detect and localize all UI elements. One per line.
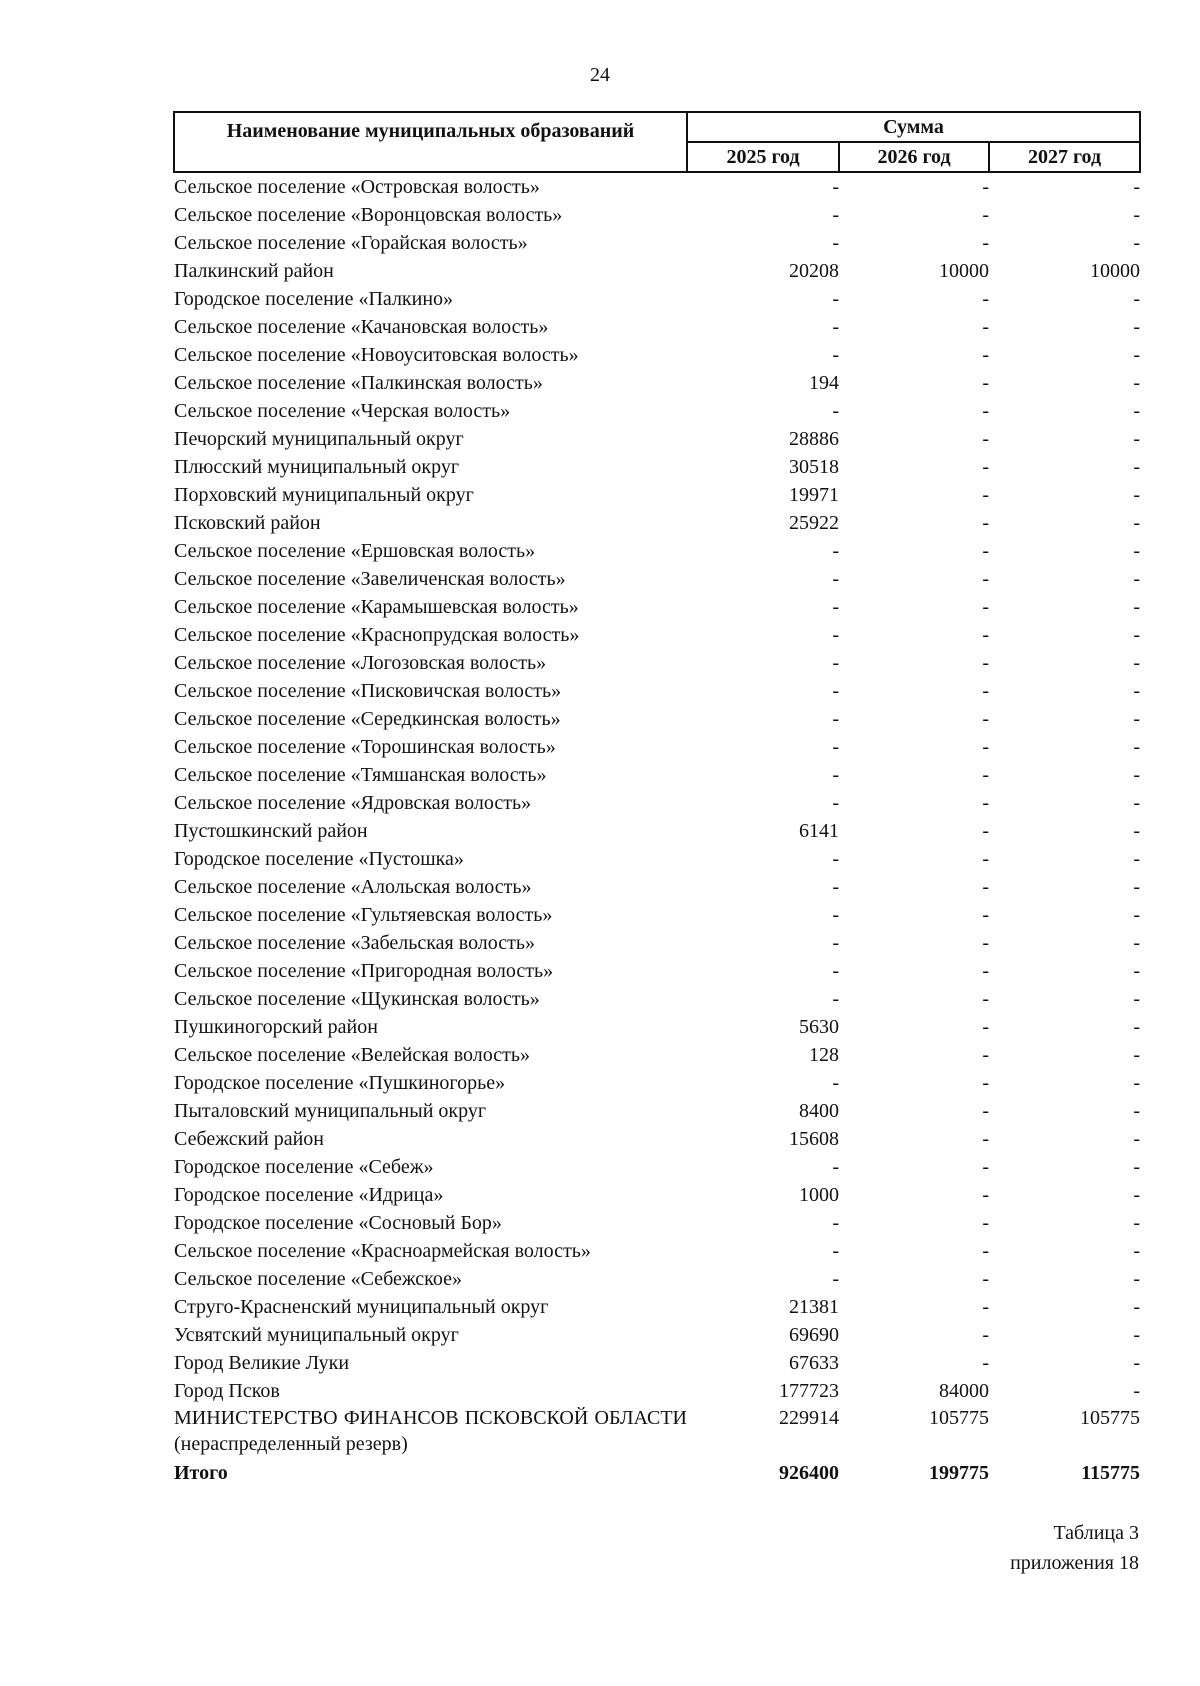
page-number: 24 [590, 64, 610, 86]
amount-2027: - [1133, 204, 1141, 226]
amount-2027: - [1133, 1016, 1141, 1038]
note-appendix: приложения 18 [1010, 1552, 1139, 1574]
municipality-name: Сельское поселение «Воронцовская волость» [174, 204, 563, 226]
amount-2027: - [1133, 288, 1141, 310]
amount-2025: - [832, 708, 839, 730]
municipality-name: Пустошкинский район [174, 820, 368, 842]
table-row [174, 1069, 1140, 1097]
amount-2025: - [832, 204, 839, 226]
municipality-name: Усвятский муниципальный округ [174, 1324, 459, 1346]
municipality-name: Сельское поселение «Островская волость» [174, 176, 540, 198]
amount-2027: - [1133, 372, 1141, 394]
table-row [174, 929, 1140, 957]
table-row [174, 397, 1140, 425]
amount-2026: - [982, 736, 989, 758]
amount-2026: - [982, 1240, 989, 1262]
total-row [174, 1459, 1140, 1487]
municipality-name: Сельское поселение «Горайская волость» [174, 232, 528, 254]
amount-2026: - [982, 904, 989, 926]
amount-2026: - [982, 176, 989, 198]
municipality-name: Сельское поселение «Качановская волость» [174, 316, 549, 338]
municipality-name: Струго-Красненский муниципальный округ [174, 1296, 549, 1318]
municipality-name: Пушкиногорский район [174, 1016, 378, 1038]
amount-2025: - [832, 680, 839, 702]
amount-2026: - [982, 204, 989, 226]
table-row [174, 1097, 1140, 1125]
amount-2026: - [982, 932, 989, 954]
amount-2027: - [1133, 596, 1141, 618]
table-body [174, 172, 1140, 1487]
amount-2025: - [832, 736, 839, 758]
amount-2025: 6141 [799, 820, 839, 842]
amount-2027: - [1133, 1128, 1141, 1150]
table-row [174, 677, 1140, 705]
table-row [174, 425, 1140, 453]
amount-2026: - [982, 792, 989, 814]
amount-2027: - [1133, 568, 1141, 590]
header-year-2025: 2025 год [687, 142, 839, 172]
amount-2025: - [832, 932, 839, 954]
amount-2026: - [982, 1268, 989, 1290]
amount-2027: - [1133, 820, 1141, 842]
municipality-name: Сельское поселение «Ершовская волость» [174, 540, 536, 562]
amount-2026: - [982, 1128, 989, 1150]
municipality-name: МИНИСТЕРСТВО ФИНАНСОВ ПСКОВСКОЙ ОБЛАСТИ (нераспределенный резерв) [174, 1407, 687, 1455]
municipality-name: Сельское поселение «Гультяевская волость» [174, 904, 553, 926]
municipality-name: Палкинский район [174, 260, 334, 282]
municipality-name: Городское поселение «Пустошка» [174, 848, 464, 870]
amount-2025: 1000 [799, 1184, 839, 1206]
municipality-name: Город Великие Луки [174, 1352, 350, 1374]
municipality-name: Плюсский муниципальный округ [174, 456, 460, 478]
table-row [174, 1293, 1140, 1321]
amount-2027: - [1133, 428, 1141, 450]
amount-2027: - [1133, 932, 1141, 954]
amount-2027: - [1133, 708, 1141, 730]
table-row [174, 621, 1140, 649]
amount-2025: 926400 [779, 1462, 839, 1484]
table-row [174, 985, 1140, 1013]
amount-2025: 67633 [789, 1352, 839, 1374]
note-table-number: Таблица 3 [1053, 1522, 1139, 1544]
amount-2027: - [1133, 484, 1141, 506]
municipality-name: Сельское поселение «Тямшанская волость» [174, 764, 547, 786]
amount-2025: 25922 [789, 512, 839, 534]
amount-2026: - [982, 316, 989, 338]
amount-2025: 8400 [799, 1100, 839, 1122]
amount-2026: - [982, 1100, 989, 1122]
table-row [174, 201, 1140, 229]
header-year-2027: 2027 год [989, 142, 1140, 172]
table-row [174, 1013, 1140, 1041]
amount-2025: - [832, 596, 839, 618]
table-row [174, 1265, 1140, 1293]
amount-2026: - [982, 1296, 989, 1318]
amount-2026: - [982, 876, 989, 898]
amount-2027: - [1133, 1044, 1141, 1066]
amount-2027: - [1133, 176, 1141, 198]
table-row [174, 229, 1140, 257]
amount-2027: - [1133, 344, 1141, 366]
amount-2027: - [1133, 736, 1141, 758]
table-row [174, 509, 1140, 537]
amount-2026: - [982, 232, 989, 254]
municipality-name: Псковский район [174, 512, 321, 534]
amount-2026: - [982, 1016, 989, 1038]
amount-2027: - [1133, 904, 1141, 926]
amount-2027: 105775 [1080, 1407, 1141, 1429]
amount-2027: - [1133, 960, 1141, 982]
municipality-name: Порховский муниципальный округ [174, 484, 474, 506]
amount-2026: - [982, 1184, 989, 1206]
amount-2027: - [1133, 1268, 1141, 1290]
municipality-name: Сельское поселение «Красноармейская волость» [174, 1240, 591, 1262]
municipality-name: Городское поселение «Идрица» [174, 1184, 444, 1206]
table-row [174, 873, 1140, 901]
table-row [174, 1209, 1140, 1237]
table-row [174, 341, 1140, 369]
amount-2025: - [832, 988, 839, 1010]
municipality-name: Городское поселение «Палкино» [174, 288, 454, 310]
amount-2027: - [1133, 1212, 1141, 1234]
amount-2027: - [1133, 1324, 1141, 1346]
amount-2027: - [1133, 652, 1141, 674]
table-row [174, 733, 1140, 761]
amount-2025: - [832, 876, 839, 898]
amount-2027: - [1133, 1296, 1141, 1318]
amount-2025: 28886 [789, 428, 839, 450]
amount-2025: 30518 [789, 456, 839, 478]
amount-2026: 199775 [929, 1462, 989, 1484]
municipality-name: Город Псков [174, 1380, 280, 1402]
municipality-name: Городское поселение «Себеж» [174, 1156, 434, 1178]
amount-2025: - [832, 1240, 839, 1262]
municipality-name: Сельское поселение «Палкинская волость» [174, 372, 543, 394]
municipality-name: Сельское поселение «Середкинская волость» [174, 708, 561, 730]
amount-2026: - [982, 652, 989, 674]
table-row [174, 845, 1140, 873]
amount-2025: - [832, 792, 839, 814]
amount-2026: - [982, 1044, 989, 1066]
amount-2025: 15608 [789, 1128, 839, 1150]
municipality-name: Сельское поселение «Новоуситовская волость» [174, 344, 579, 366]
table-row [174, 789, 1140, 817]
amount-2025: - [832, 904, 839, 926]
amount-2027: - [1133, 1380, 1141, 1402]
amount-2027: - [1133, 1072, 1141, 1094]
amount-2025: 177723 [779, 1380, 839, 1402]
amount-2027: 115775 [1081, 1462, 1141, 1484]
amount-2025: 229914 [779, 1407, 839, 1429]
table-header [174, 112, 1140, 172]
table-row [174, 649, 1140, 677]
ministry-row [174, 1405, 1140, 1459]
amount-2025: 19971 [789, 484, 839, 506]
municipality-name: Сельское поселение «Краснопрудская волость» [174, 624, 580, 646]
municipality-name: Себежский район [174, 1128, 324, 1150]
table-row [174, 1181, 1140, 1209]
amount-2026: 105775 [929, 1407, 989, 1429]
amount-2025: - [832, 960, 839, 982]
amount-2026: - [982, 988, 989, 1010]
municipality-name: Городское поселение «Пушкиногорье» [174, 1072, 506, 1094]
amount-2025: 21381 [789, 1296, 839, 1318]
municipality-name: Сельское поселение «Себежское» [174, 1268, 463, 1290]
header-name: Наименование муниципальных образований [174, 112, 687, 172]
amount-2025: 69690 [789, 1324, 839, 1346]
table-row [174, 565, 1140, 593]
table-row [174, 817, 1140, 845]
amount-2027: - [1133, 680, 1141, 702]
municipality-name: Сельское поселение «Торошинская волость» [174, 736, 556, 758]
municipality-name: Сельское поселение «Ядровская волость» [174, 792, 532, 814]
amount-2026: - [982, 1352, 989, 1374]
amount-2027: - [1133, 1352, 1141, 1374]
header-amount: Сумма [687, 112, 1140, 142]
table-row [174, 537, 1140, 565]
amount-2025: - [832, 764, 839, 786]
amount-2026: - [982, 512, 989, 534]
municipality-name: Сельское поселение «Логозовская волость» [174, 652, 547, 674]
amount-2027: - [1133, 792, 1141, 814]
amount-2025: - [832, 1156, 839, 1178]
table-row [174, 593, 1140, 621]
amount-2026: - [982, 288, 989, 310]
municipality-name: Сельское поселение «Алольская волость» [174, 876, 532, 898]
amount-2026: 10000 [939, 260, 989, 282]
amount-2027: - [1133, 988, 1141, 1010]
amount-2025: - [832, 400, 839, 422]
table-row [174, 172, 1140, 201]
amount-2025: 194 [809, 372, 839, 394]
table-row [174, 453, 1140, 481]
table-row [174, 1377, 1140, 1405]
amount-2027: - [1133, 764, 1141, 786]
table-row [174, 1125, 1140, 1153]
amount-2025: - [832, 568, 839, 590]
budget-table [173, 111, 1141, 1487]
municipality-name: Пыталовский муниципальный округ [174, 1100, 487, 1122]
municipality-name: Печорский муниципальный округ [174, 428, 464, 450]
table-row [174, 1153, 1140, 1181]
table-row [174, 1321, 1140, 1349]
amount-2027: - [1133, 1184, 1141, 1206]
table-row [174, 761, 1140, 789]
table-row [174, 1349, 1140, 1377]
amount-2025: - [832, 1268, 839, 1290]
amount-2027: - [1133, 540, 1141, 562]
municipality-name: Сельское поселение «Завеличенская волость» [174, 568, 566, 590]
amount-2025: - [832, 344, 839, 366]
table-note [1010, 1518, 1139, 1578]
amount-2026: 84000 [939, 1380, 989, 1402]
amount-2025: - [832, 1072, 839, 1094]
amount-2026: - [982, 456, 989, 478]
municipality-name: Сельское поселение «Писковичская волость» [174, 680, 562, 702]
amount-2025: - [832, 1212, 839, 1234]
amount-2027: - [1133, 876, 1141, 898]
amount-2026: - [982, 848, 989, 870]
amount-2026: - [982, 764, 989, 786]
table-row [174, 1041, 1140, 1069]
municipality-name: Сельское поселение «Забельская волость» [174, 932, 536, 954]
amount-2027: - [1133, 848, 1141, 870]
amount-2026: - [982, 1072, 989, 1094]
amount-2026: - [982, 568, 989, 590]
amount-2025: 20208 [789, 260, 839, 282]
amount-2025: - [832, 232, 839, 254]
municipality-name: Итого [174, 1462, 228, 1484]
table-row [174, 285, 1140, 313]
amount-2026: - [982, 428, 989, 450]
amount-2026: - [982, 596, 989, 618]
amount-2026: - [982, 680, 989, 702]
table-row [174, 1237, 1140, 1265]
amount-2025: - [832, 316, 839, 338]
amount-2027: - [1133, 400, 1141, 422]
amount-2026: - [982, 960, 989, 982]
amount-2026: - [982, 484, 989, 506]
amount-2025: - [832, 176, 839, 198]
amount-2026: - [982, 820, 989, 842]
header-year-2026: 2026 год [839, 142, 989, 172]
amount-2025: 128 [809, 1044, 839, 1066]
amount-2027: - [1133, 316, 1141, 338]
table-row [174, 705, 1140, 733]
amount-2025: - [832, 540, 839, 562]
amount-2027: - [1133, 512, 1141, 534]
amount-2026: - [982, 344, 989, 366]
table-row [174, 481, 1140, 509]
municipality-name: Сельское поселение «Черская волость» [174, 400, 511, 422]
amount-2027: 10000 [1090, 260, 1141, 282]
municipality-name: Сельское поселение «Пригородная волость» [174, 960, 554, 982]
table-row [174, 313, 1140, 341]
amount-2025: 5630 [799, 1016, 839, 1038]
municipality-name: Сельское поселение «Щукинская волость» [174, 988, 540, 1010]
amount-2027: - [1133, 624, 1141, 646]
amount-2026: - [982, 400, 989, 422]
municipality-name: Городское поселение «Сосновый Бор» [174, 1212, 502, 1234]
amount-2026: - [982, 540, 989, 562]
amount-2026: - [982, 624, 989, 646]
table-row [174, 369, 1140, 397]
table-row [174, 901, 1140, 929]
amount-2025: - [832, 848, 839, 870]
amount-2027: - [1133, 232, 1141, 254]
table-row [174, 257, 1140, 285]
amount-2027: - [1133, 1156, 1141, 1178]
amount-2026: - [982, 372, 989, 394]
amount-2026: - [982, 1156, 989, 1178]
amount-2027: - [1133, 1240, 1141, 1262]
amount-2026: - [982, 708, 989, 730]
municipality-name: Сельское поселение «Карамышевская волость» [174, 596, 579, 618]
amount-2027: - [1133, 1100, 1141, 1122]
amount-2026: - [982, 1324, 989, 1346]
municipality-name: Сельское поселение «Велейская волость» [174, 1044, 531, 1066]
amount-2026: - [982, 1212, 989, 1234]
amount-2027: - [1133, 456, 1141, 478]
amount-2025: - [832, 652, 839, 674]
amount-2025: - [832, 288, 839, 310]
amount-2025: - [832, 624, 839, 646]
table-row [174, 957, 1140, 985]
